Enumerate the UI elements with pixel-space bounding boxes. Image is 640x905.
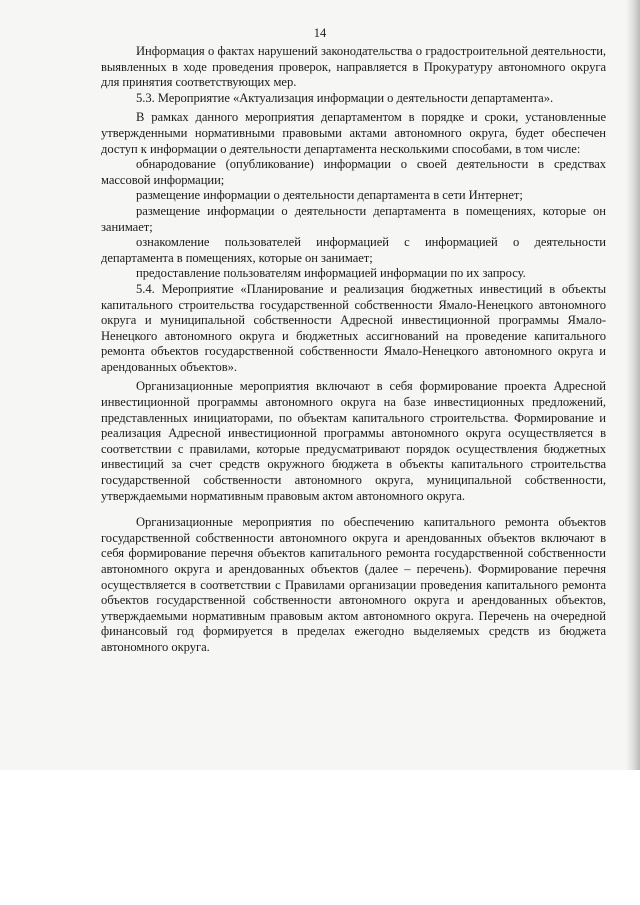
paragraph-investment-program: Организационные мероприятия включают в себя формирование проекта Адресной инвестиционной программы автономного округа на базе инвестиционных предложений, представленных инициаторами, по объектам капитального строительства. Формирование и реализация Адресной инвестиционной программы автономного округа осуществляется в соответствии с правилами, которые предусматривают порядок осуществления бюджетных инвестиций за счет средств окружного бюджета в объекты капитального строительства государственной собственности автономного округа, муниципальной собственности, утверждаемыми нормативным правовым актом автономного округа. [101,379,606,503]
list-item-premises: размещение информации о деятельности департамента в помещениях, которые он занимает; [101,203,606,234]
document-body [101,44,606,656]
page-number: 14 [313,26,327,40]
paragraph-access-methods-intro: В рамках данного мероприятия департаментом в порядке и сроки, установленные утвержденными нормативными правовыми актами автономного округа, будет обеспечен доступ к информации о деятельности департамента несколькими способами, в том числе: [101,110,606,156]
list-item-internet: размещение информации о деятельности департамента в сети Интернет; [136,188,523,203]
paragraph-section-5-3-heading: 5.3. Мероприятие «Актуализация информации о деятельности департамента». [136,90,554,105]
list-item-on-request: предоставление пользователям информацией информации по их запросу. [136,266,526,281]
paragraph-violations-info: Информация о фактах нарушений законодательства о градостроительной деятельности, выявленных в ходе проведения проверок, направляется в Прокуратуру автономного округа для принятия соответствующих мер. [101,44,606,90]
list-item-familiarization: ознакомление пользователей информацией с информацией о деятельности департамента в помещениях, которые он занимает; [101,235,606,265]
paragraph-section-5-4-heading: 5.4. Мероприятие «Планирование и реализация бюджетных инвестиций в объекты капитального строительства государственной собственности Ямало-Ненецкого автономного округа и муниципальной собственности Адресной инвестиционной программы Ямало-Ненецкого автономного округа и бюджетных ассигнований на проведение капитального ремонта объектов государственной собственности Ямало-Ненецкого автономного округа и арендованных объектов». [101,281,606,374]
scan-shadow-edge [626,0,640,770]
list-item-mass-media: обнародование (опубликование) информации о своей деятельности в средствах массовой информации; [101,157,606,187]
paragraph-capital-repair: Организационные мероприятия по обеспечению капитального ремонта объектов государственной собственности автономного округа и арендованных объектов включают в себя формирование перечня объектов капитального ремонта государственной собственности автономного округа и арендованных объектов (далее – перечень). Формирование перечня осуществляется в соответствии с Правилами организации проведения капитального ремонта объектов государственной собственности автономного округа и арендованных объектов, утверждаемыми нормативным правовым актом автономного округа. Перечень на очередной финансовый год формируется в пределах ежегодно выделяемых средств из бюджета автономного округа. [101,515,606,654]
